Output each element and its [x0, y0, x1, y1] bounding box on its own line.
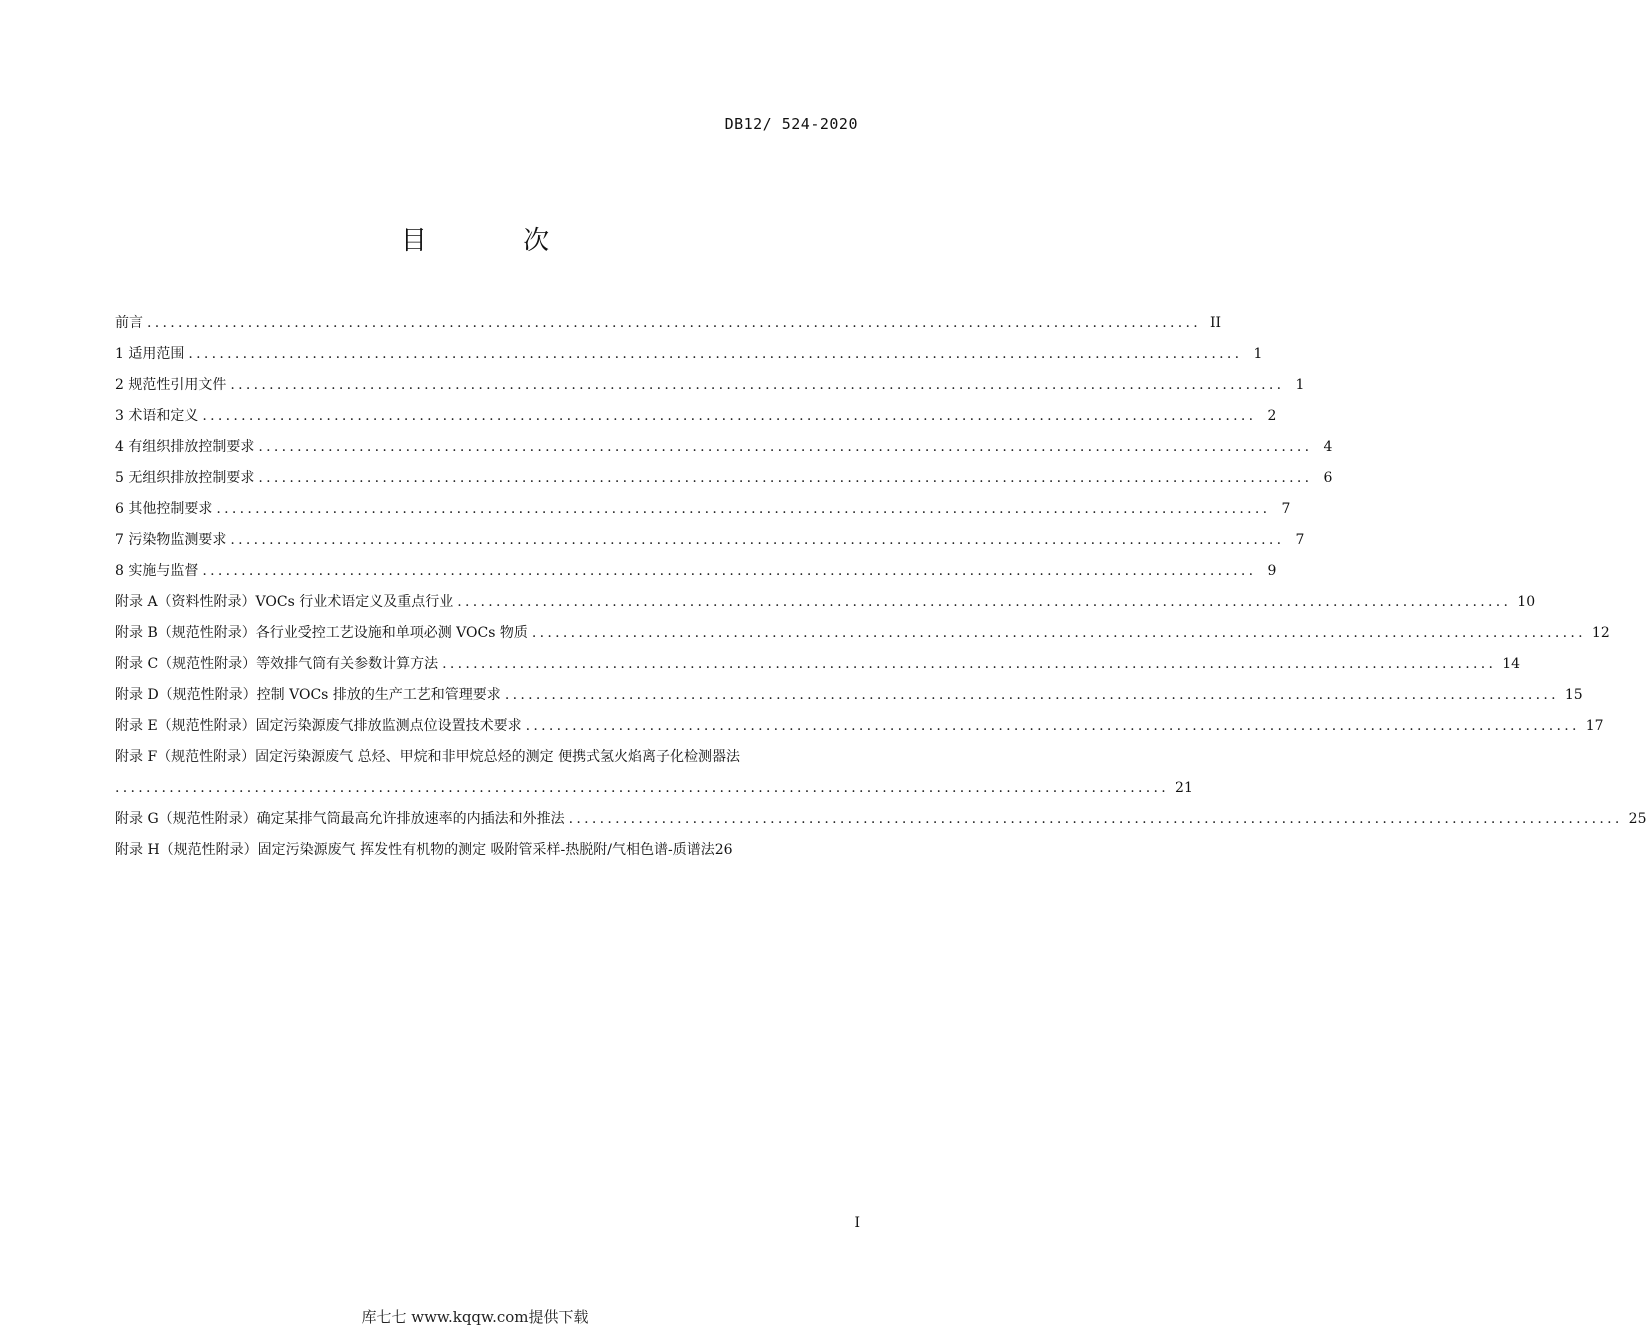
toc-entry-page: 1 [1253, 346, 1263, 362]
toc-entry[interactable] [115, 370, 1305, 401]
toc-entry-page: II [1209, 315, 1222, 331]
toc-entry-page: 12 [1591, 625, 1610, 641]
toc-entry[interactable] [115, 711, 1604, 742]
toc-entry[interactable] [115, 618, 1610, 649]
toc-entry-label: 附录 C（规范性附录）等效排气筒有关参数计算方法 [115, 656, 439, 672]
toc-entry-page: 9 [1267, 563, 1277, 579]
toc-leader-dots: ........................................................................................................................................ [525, 718, 1580, 734]
toc-entry[interactable] [115, 494, 1291, 525]
toc-entry-label: 附录 A（资料性附录）VOCs 行业术语定义及重点行业 [115, 594, 454, 610]
table-of-contents [115, 308, 1647, 866]
toc-leader-dots: ........................................................................................................................................ [216, 501, 1271, 517]
toc-leader-dots: ........................................................................................................................................ [531, 625, 1586, 641]
toc-entry-page: 1 [1295, 377, 1305, 393]
toc-entry-label: 6 其他控制要求 [115, 501, 213, 517]
toc-leader-dots: ........................................................................................................................................ [115, 780, 1170, 796]
toc-leader-dots: ........................................................................................................................................ [147, 315, 1202, 331]
toc-entry-page: 17 [1585, 718, 1604, 734]
toc-entry[interactable] [115, 587, 1536, 618]
toc-title: 目 次 [400, 226, 594, 256]
toc-leader-dots: ........................................................................................................................................ [202, 563, 1257, 579]
toc-entry-label: 4 有组织排放控制要求 [115, 439, 255, 455]
toc-entry[interactable] [115, 401, 1277, 432]
toc-leader-dots: ........................................................................................................................................ [258, 470, 1313, 486]
toc-entry-label: 附录 D（规范性附录）控制 VOCs 排放的生产工艺和管理要求 [115, 687, 501, 703]
toc-entry[interactable] [115, 308, 1222, 339]
toc-entry-label: 7 污染物监测要求 [115, 532, 227, 548]
toc-entry-page: 15 [1564, 687, 1583, 703]
toc-entry-continuation[interactable] [115, 773, 1193, 804]
download-footer: 库七七 www.kqqw.com提供下载 [361, 1308, 589, 1326]
toc-entry-page: 7 [1295, 532, 1305, 548]
toc-leader-dots: ........................................................................................................................................ [258, 439, 1313, 455]
toc-entry-page: 21 [1175, 780, 1193, 796]
toc-entry[interactable] [115, 525, 1305, 556]
toc-entry-label: 附录 H（规范性附录）固定污染源废气 挥发性有机物的测定 吸附管采样-热脱附/气相色谱-质谱法 [115, 842, 715, 858]
toc-entry[interactable] [115, 835, 857, 866]
toc-leader-dots: ........................................................................................................................................ [457, 594, 1512, 610]
toc-entry-label: 3 术语和定义 [115, 408, 199, 424]
toc-entry-label: 附录 F（规范性附录）固定污染源废气 总烃、甲烷和非甲烷总烃的测定 便携式氢火焰离子化检测器法 [115, 749, 741, 765]
toc-leader-dots: ........................................................................................................................................ [504, 687, 1559, 703]
page-number: I [854, 1215, 860, 1231]
toc-entry[interactable] [115, 339, 1263, 370]
toc-entry-label: 1 适用范围 [115, 346, 185, 362]
toc-entry-label: 8 实施与监督 [115, 563, 199, 579]
toc-leader-dots: ........................................................................................................................................ [230, 377, 1285, 393]
toc-entry-label: 前言 [115, 315, 143, 331]
toc-leader-dots: ........................................................................................................................................ [188, 346, 1243, 362]
toc-entry-page: 6 [1323, 470, 1333, 486]
toc-leader-dots: ........................................................................................................................................ [568, 811, 1623, 827]
document-code: DB12/ 524-2020 [724, 115, 858, 133]
toc-entry-label: 附录 B（规范性附录）各行业受控工艺设施和单项必测 VOCs 物质 [115, 625, 528, 641]
toc-entry[interactable] [115, 556, 1277, 587]
toc-entry[interactable] [115, 649, 1521, 680]
toc-leader-dots: ........................................................................................................................................ [442, 656, 1497, 672]
toc-entry-page: 10 [1517, 594, 1536, 610]
toc-entry[interactable] [115, 742, 857, 773]
toc-leader-dots: ........................................................................................................................................ [202, 408, 1257, 424]
toc-entry[interactable] [115, 463, 1333, 494]
toc-entry[interactable] [115, 804, 1647, 835]
toc-entry-page: 2 [1267, 408, 1277, 424]
toc-entry-label: 附录 G（规范性附录）确定某排气筒最高允许排放速率的内插法和外推法 [115, 811, 565, 827]
toc-entry-page: 4 [1323, 439, 1333, 455]
toc-entry-label: 2 规范性引用文件 [115, 377, 227, 393]
toc-entry-page: 14 [1502, 656, 1521, 672]
toc-entry-label: 附录 E（规范性附录）固定污染源废气排放监测点位设置技术要求 [115, 718, 522, 734]
toc-entry-label: 5 无组织排放控制要求 [115, 470, 255, 486]
toc-entry-page: 26 [714, 842, 733, 858]
toc-leader-dots: ........................................................................................................................................ [230, 532, 1285, 548]
toc-entry-page: 7 [1281, 501, 1291, 517]
toc-entry-page: 25 [1628, 811, 1647, 827]
toc-entry[interactable] [115, 432, 1333, 463]
toc-entry[interactable] [115, 680, 1583, 711]
